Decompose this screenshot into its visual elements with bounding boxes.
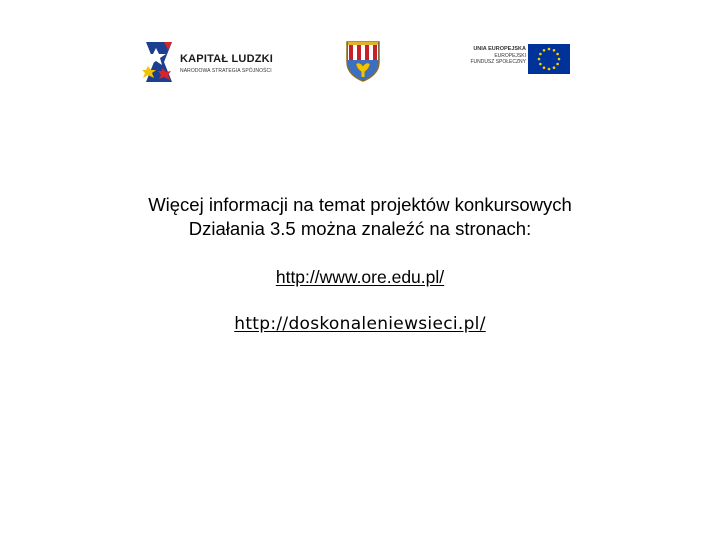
doskonalenie-link[interactable]: http://doskonaleniewsieci.pl/: [234, 314, 486, 334]
main-content: [0, 193, 720, 334]
eu-text-line3: FUNDUSZ SPOŁECZNY: [470, 59, 526, 65]
kapital-ludzki-subtitle: NARODOWA STRATEGIA SPÓJNOŚCI: [180, 68, 272, 74]
coat-of-arms-logo: [345, 40, 381, 82]
eu-text-line2: EUROPEJSKI: [494, 52, 526, 59]
logo-strip: [0, 36, 720, 86]
kapital-ludzki-title: KAPITAŁ LUDZKI: [180, 53, 274, 65]
info-line-2: Działania 3.5 można znaleźć na stronach:: [188, 218, 532, 239]
info-line-1: Więcej informacji na temat projektów konkursowych: [148, 194, 572, 215]
eu-text-line1: UNIA EUROPEJSKA: [473, 46, 526, 52]
kapital-ludzki-logo: [142, 40, 284, 84]
kapital-ludzki-icon: [142, 40, 178, 84]
coat-of-arms-icon: [345, 40, 381, 82]
ore-link[interactable]: http://www.ore.edu.pl/: [275, 267, 445, 287]
eu-flag-icon: [528, 44, 570, 74]
eu-logo: [462, 44, 572, 76]
eu-text: [470, 46, 526, 66]
